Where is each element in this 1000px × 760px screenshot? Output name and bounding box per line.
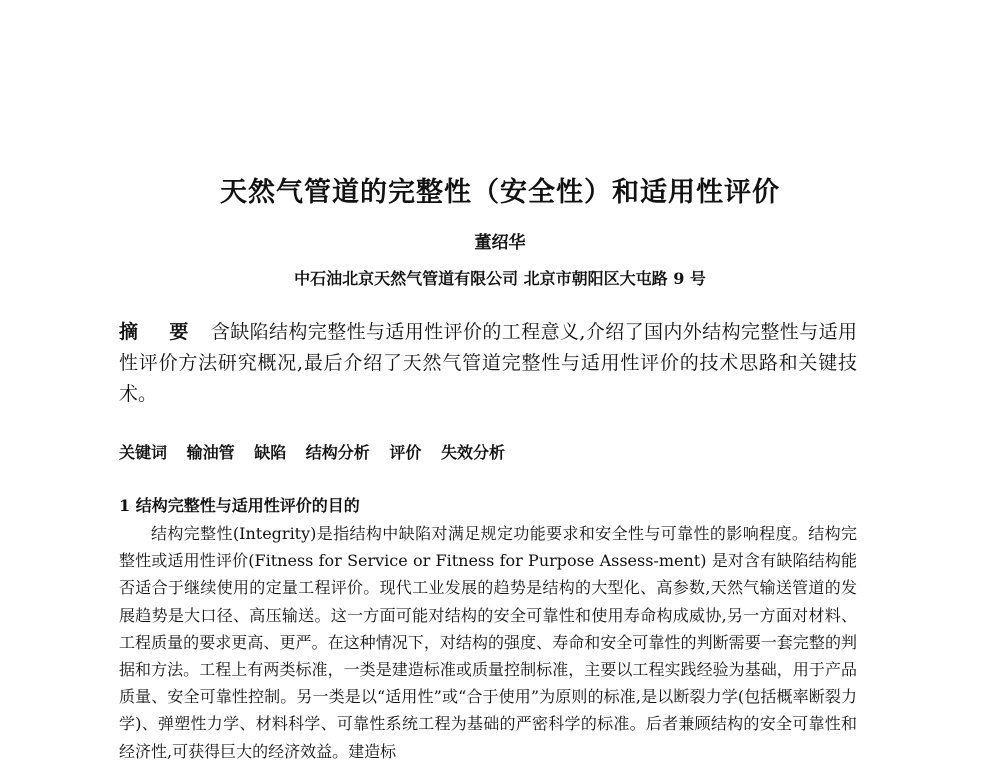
- section-body: 结构完整性(Integrity)是指结构中缺陷对满足规定功能要求和安全性与可靠性的影响程度。结构完整性或适用性评价(Fitness for Service or Fitness for Purpose Assess-ment) 是对含有缺陷结构能否适合于继续使用的定量工程评价。现代工业发展的趋势是结构的大型化、高参数,天然气输送管道的发展趋势是大口径、高压输送。这一方面可能对结构的安全可靠性和使用寿命构成威协,另一方面对材料、工程质量的要求更高、更严。在这种情况下，对结构的强度、寿命和安全可靠性的判断需要一套完整的判据和方法。工程上有两类标准，一类是建造标准或质量控制标准，主要以工程实践经验为基础，用于产品质量、安全可靠性控制。另一类是以“适用性”或“合于使用”为原则的标准,是以断裂力学(包括概率断裂力学)、弹塑性力学、材料科学、可靠性系统工程为基础的严密科学的标准。后者兼顾结构的安全可靠性和经济性,可获得巨大的经济效益。建造标: [119, 524, 857, 760]
- abstract: [119, 317, 857, 410]
- keywords-label: 关键词: [119, 443, 168, 462]
- abstract-label: 摘 要: [119, 321, 201, 343]
- author-name: 董绍华: [474, 233, 526, 253]
- keyword-item: 结构分析: [305, 443, 370, 462]
- section-heading: 1 结构完整性与适用性评价的目的: [119, 496, 360, 515]
- keyword-item: 评价: [389, 443, 422, 462]
- abstract-text: 含缺陷结构完整性与适用性评价的工程意义,介绍了国内外结构完整性与适用性评价方法研究概况,最后介绍了天然气管道完整性与适用性评价的技术思路和关键技术。: [119, 321, 857, 405]
- keywords-line: [119, 440, 505, 463]
- keyword-item: 失效分析: [440, 443, 505, 462]
- keyword-item: 输油管: [186, 443, 235, 462]
- author-affiliation: 中石油北京天然气管道有限公司 北京市朝阳区大屯路 9 号: [294, 269, 706, 288]
- keyword-item: 缺陷: [254, 443, 287, 462]
- paper-title: 天然气管道的完整性（安全性）和适用性评价: [220, 177, 780, 208]
